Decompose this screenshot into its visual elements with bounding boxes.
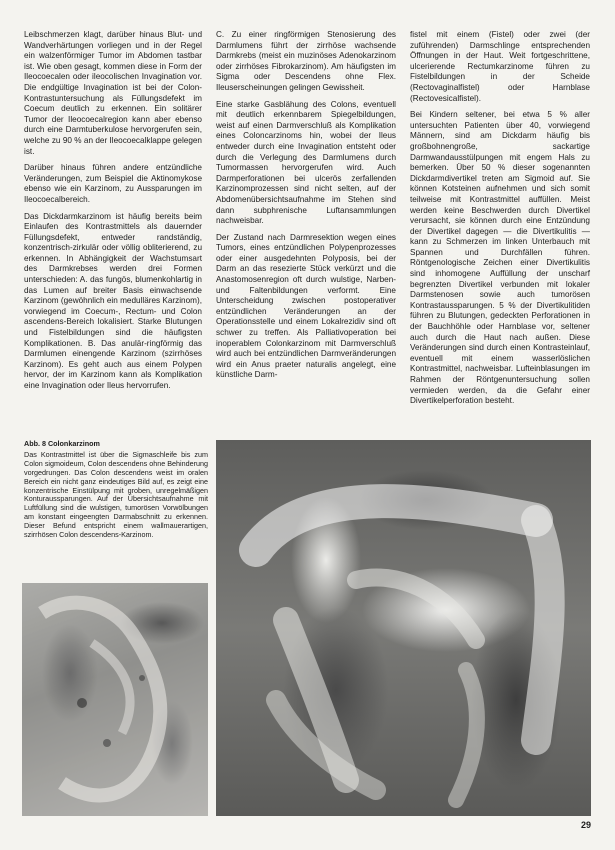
text-column-left <box>24 30 202 398</box>
paragraph: Bei Kindern seltener, bei etwa 5 % aller untersuchten Patienten über 40, vorwiegend Männern, sind am Dickdarm häufig bis großbohnengroße, sackartige Darmwandausstülpungen mit engem Hals zu bemerken. Über 50 % dieser sogenannten Dickdarmdivertikel treten am Sigmoid auf. Sie können Kotsteinen aufnehmen und sich somit teilweise mit Kontrastmittel auffüllen. Meist werden keine Beschwerden durch Divertikel verursacht, sie können durch eine Entzündung der Divertikel dagegen — die Divertikulitis — kann zu Schmerzen im linken Unterbauch mit Spannen und Durchfällen führen. Röntgenologische Zeichen einer Divertikulitis sind inhomogene Auffüllung der unscharf begrenzten Divertikel verbunden mit lokaler Darmstenosen sowie auch tumorösen Kontrastaussparungen. 5 % der Divertikulitiden führen zu Blutungen, gedeckten Perforationen in der Bauchhöhle oder Harnblase vor, seltener auch durch die Haut nach außen. Diese Veränderungen sind durch einen Kontrasteinlauf, eventuell mit einem wasserlöslichen Kontrastmittel, nachweisbar. Lufteinblasungen im Rahmen der Röntgenuntersuchung sollen vermieden werden, da die Gefahr einer Divertikelperforation besteht. <box>410 110 590 406</box>
xray-image-large <box>216 440 591 816</box>
paragraph: fistel mit einem (Fistel) oder zwei (der zuführenden) Darmschlinge entsprechenden Öffnungen in der Haut. Weit fortgeschrittene, ulcerierende Rectumkarzinome führen zu Fistelbildungen in der Scheide (Rectovaginalfistel) oder Harnblase (Rectovesicalfistel). <box>410 30 590 103</box>
caption-text: Das Kontrastmittel ist über die Sigmaschleife bis zum Colon sigmoideum, Colon descendens ohne Behinderung vorgedrungen. Das Colon descendens weist im oralen Bereich ein nicht ganz eindeutiges Bild auf, es zeigt eine konzentrische Einstülpung mit groben, unregelmäßigen Konturaussparungen. Auf der Übersichtsaufnahme mit Luftfüllung sind die wulstigen, tumorösen Vorwölbungen am konstant eingeengten Darmabschnitt zu erkennen. Dieser Befund entspricht einem wallmauerartigen, szirrhösen Colon descendens-Karzinom. <box>24 449 208 540</box>
page-number: 29 <box>580 820 591 830</box>
paragraph: Das Dickdarmkarzinom ist häufig bereits beim Einlaufen des Kontrastmittels als dauernder Füllungsdefekt, entweder randständig, konzentrisch-zirkulär oder völlig obliterierend, zu erkennen. In Abhängigkeit der Wachstumsart des Darmkrebses werden drei Formen unterschieden: A. das fungös, blumenkohlartig in das Lumen auf breiter Basis einwachsende Karzinom (gewöhnlich ein medulläres Karzinom), vorwiegend im Coecum-, Rectum- und Colon ascendens-Bereich lokalisiert. Starke Blutungen und Fistelbildungen sind die häufigsten Komplikationen. B. Das anulär-ringförmig das Darmlumen einengende Karzinom (szirrhöses Karzinom). Es geht auch aus einem Polypen hervor, der im Karzinom kann als Komplikation eine Invagination oder Ileus hervorrufen. <box>24 211 202 390</box>
paragraph: C. Zu einer ringförmigen Stenosierung des Darmlumens führt der zirrhöse wachsende Darmkrebs (meist ein muzinöses Adenokarzinom oder zirrhöses Fibrokarzinom). Am häufigsten im Sigma oder Descendens ohne Flex. Ileuserscheinungen gelingen Gewissheit. <box>216 30 396 92</box>
paragraph: Der Zustand nach Darmresektion wegen eines Tumors, eines entzündlichen Polypenprozesses oder einer ausgedehnten Polyposis, bei der Darm an das resezierte Stück verkürzt und die Anastomosenregion oft durch wulstige, Narben- und Faltenbildungen verformt. Eine Unterscheidung zwischen postoperativer entzündlichen Veränderungen an der Operationsstelle und einem Lokalrezidiv sind oft schwer zu treffen. Als Palliativoperation bei inoperablem Colonkarzinom mit Darmverschluß wird auch bei entzündlichen Darmveränderungen wird ein Anus praeter naturalis angelegt, eine künstliche Darm- <box>216 232 396 380</box>
text-column-right <box>410 30 590 413</box>
paragraph: Leibschmerzen klagt, darüber hinaus Blut- und Wandverhärtungen vorliegen und in der Regel ein walzenförmiger Tumor im Abdomen tastbar ist. Wie oben gesagt, kommen diese in Form der Ileocoecalen oder ileocolischen Invagination vor. Die endgültige Invagination ist bei der Colon-Kontrastuntersuchung als Füllungsdefekt im Coecum deutlich zu erkennen. Ein solitärer Tumor der Ileocoecalregion kann aber ebenso durch eine Darmtuberkulose hervorgerufen sein, welche zu 90 % an der Ileocoecalklappe gelegen ist. <box>24 30 202 156</box>
figure-caption <box>24 440 208 540</box>
caption-title: Abb. 8 Colonkarzinom <box>24 439 100 448</box>
paragraph: Darüber hinaus führen andere entzündliche Veränderungen, zum Beispiel die Aktinomykose ebenso wie ein Karzinom, zu Aussparungen im Ileocoecalbereich. <box>24 163 202 204</box>
xray-image-small <box>22 583 208 816</box>
paragraph: Eine starke Gasblähung des Colons, eventuell mit deutlich erkennbarem Spiegelbildungen, weist auf einen Darmverschluß als Komplikation eines Coloncarzinoms hin, wobei der Ileus entweder durch eine Invagination entsteht oder durch die Verlegung des Darmlumens durch Tumormassen hervorgerufen wird. Auch Darmperforationen bei ulcerös zerfallenden Karzinomprozessen sind nicht selten, auf der Abdomenübersichtsaufnahme im Stehen sind dann subphrenische Luftansammlungen nachweisbar. <box>216 99 396 226</box>
text-column-middle <box>216 30 396 387</box>
